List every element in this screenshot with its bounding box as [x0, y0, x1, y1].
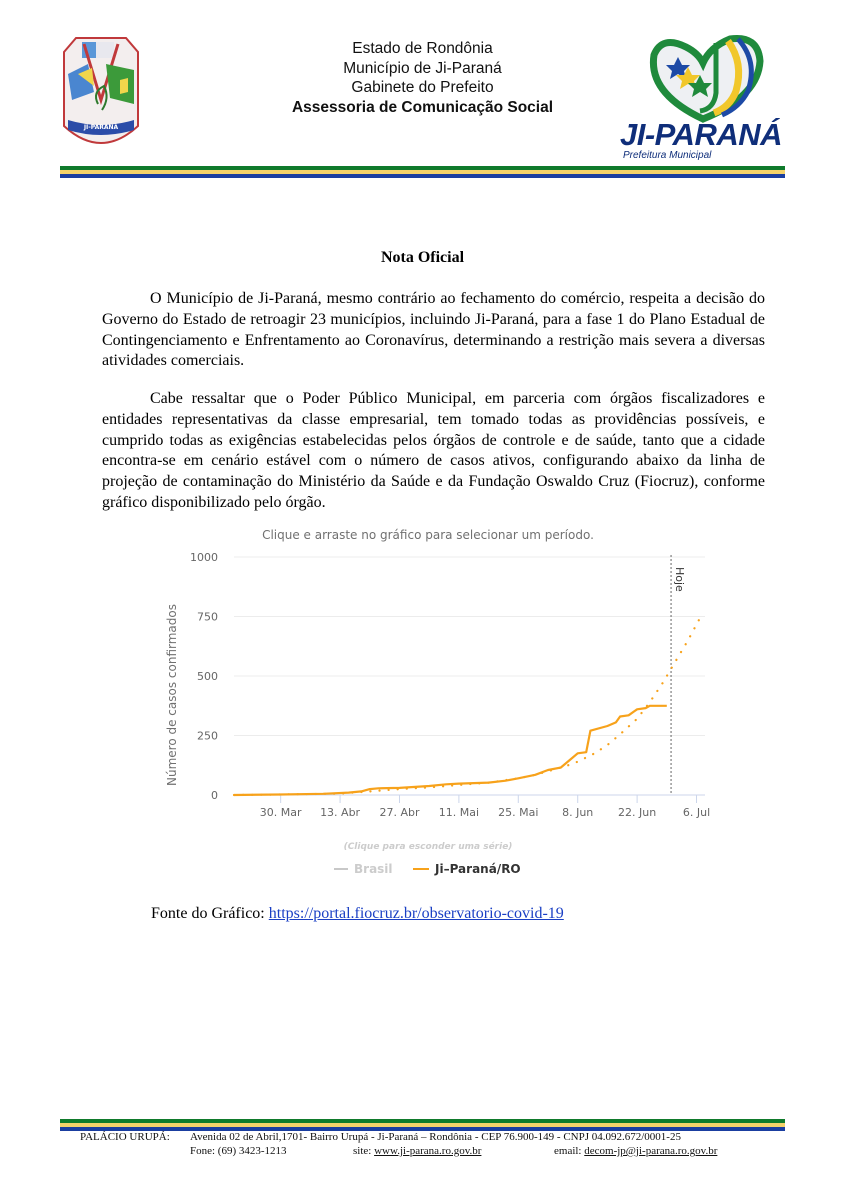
today-marker-label: Hoje [673, 567, 687, 592]
source-label: Fonte do Gráfico: [151, 905, 269, 922]
footer-site-label: site: [353, 1145, 375, 1157]
x-tick-label: 6. Jul [682, 806, 711, 819]
y-tick-label: 750 [197, 610, 218, 624]
footer-address: Avenida 02 de Abril,1701- Bairro Urupá - Ji-Paraná – Rondônia - CEP 76.900-149 - CNPJ 04.092.672/0001-25 [190, 1131, 681, 1143]
projection-series-line [234, 617, 701, 796]
logo-city-name: JI-PARANÁ [620, 117, 782, 152]
legend-item-brasil[interactable] [334, 862, 393, 876]
header-municipality: Município de Ji-Paraná [343, 59, 502, 77]
crest-banner-text: JI-PARANÁ [83, 124, 119, 131]
covid-cases-chart[interactable] [160, 520, 715, 885]
x-tick-label: 27. Abr [379, 806, 420, 819]
legend-item-ji-parana[interactable] [413, 862, 521, 876]
footer-phone: Fone: (69) 3423-1213 [190, 1145, 287, 1157]
footer-site [353, 1144, 481, 1158]
ji-parana-series-line [234, 706, 667, 795]
municipal-coat-of-arms [58, 34, 144, 158]
header-color-stripes [60, 166, 785, 178]
header-text [250, 39, 595, 117]
y-tick-label: 1000 [190, 551, 218, 564]
logo-subtitle: Prefeitura Municipal [623, 150, 712, 161]
document-title: Nota Oficial [380, 249, 465, 266]
paragraph-2: Cabe ressaltar que o Poder Público Municipal, em parceria com órgãos fiscalizadores e entidades representativas da classe empresarial, tem tomado todas as providências possíveis, e cumprido todas as exigências estabelecidas pelos órgãos de controle e de saúde, tanto que a cidade encontra-se em cenário estável com o número de casos ativos, configurando abaixo da linha de projeção de contaminação do Ministério da Saúde e da Fundação Oswaldo Cruz (Fiocruz), conforme gráfico disponibilizado pelo órgão. [102, 390, 765, 511]
source-link[interactable]: https://portal.fiocruz.br/observatorio-covid-19 [268, 905, 564, 922]
chart-canvas[interactable] [160, 520, 715, 885]
y-tick-label: 250 [197, 729, 218, 743]
chart-title: Clique e arraste no gráfico para selecionar um período. [262, 528, 594, 542]
x-tick-label: 22. Jun [618, 806, 657, 819]
legend-hint: (Clique para esconder uma série) [343, 842, 513, 852]
header-office: Gabinete do Prefeito [351, 79, 494, 96]
legend-label-brasil: Brasil [354, 862, 393, 876]
x-tick-label: 13. Abr [320, 806, 361, 819]
x-tick-label: 11. Mai [438, 806, 480, 819]
x-tick-label: 30. Mar [259, 806, 302, 819]
footer-site-link[interactable]: www.ji-parana.ro.gov.br [374, 1145, 482, 1157]
header-state: Estado de Rondônia [352, 40, 493, 57]
x-tick-label: 8. Jun [562, 806, 594, 819]
footer-label: PALÁCIO URUPÁ: [80, 1131, 170, 1143]
footer-email-label: email: [554, 1145, 585, 1157]
paragraph-1: O Município de Ji-Paraná, mesmo contrário ao fechamento do comércio, respeita a decisão do Governo do Estado de retroagir 23 municípios, incluindo Ji-Paraná, para a fase 1 do Plano Estadual de Contingenciamento e Enfrentamento ao Coronavírus, determinando a restrição mais severa a diversas atividades comerciais. [102, 290, 765, 370]
y-axis-label: Número de casos confirmados [165, 604, 179, 786]
y-tick-label: 500 [197, 670, 218, 683]
x-tick-label: 25. Mai [498, 806, 539, 819]
header-department: Assessoria de Comunicação Social [291, 98, 554, 116]
legend-label-ji-parana: Ji–Paraná/RO [435, 862, 521, 876]
footer-email [554, 1144, 717, 1158]
footer-email-link[interactable]: decom-jp@ji-parana.ro.gov.br [584, 1145, 718, 1157]
chart-source [151, 905, 564, 923]
y-tick-label: 0 [211, 789, 218, 802]
